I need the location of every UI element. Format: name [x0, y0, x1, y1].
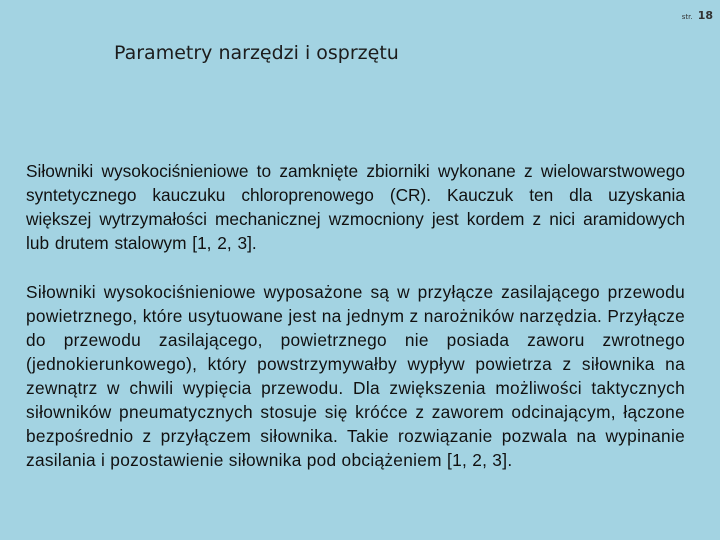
slide-title: Parametry narzędzi i osprzętu: [114, 42, 399, 64]
page-number-value: 18: [697, 9, 713, 22]
paragraph-1: Siłowniki wysokociśnieniowe to zamknięte zbiorniki wykonane z wielowarstwowego syntetycznego kauczuku chloroprenowego (CR). Kauczuk ten dla uzyskania większej wytrzymałości mechanicznej wzmocniony jest kordem z nici aramidowych lub drutem stalowym [1, 2, 3].: [26, 161, 685, 253]
page-number-prefix: str.: [681, 13, 693, 21]
page-number: [682, 4, 713, 23]
paragraph-2: Siłowniki wysokociśnieniowe wyposażone są w przyłącze zasilającego przewodu powietrznego, które usytuowane jest na jednym z narożników narzędzia. Przyłącze do przewodu zasilającego, powietrznego nie posiada zaworu zwrotnego (jednokierunkowego), który powstrzymywałby wypływ powietrza z siłownika na zewnątrz w chwili wypięcia przewodu. Dla zwiększenia możliwości taktycznych siłowników pneumatycznych stosuje się króćce z zaworem odcinającym, łączone bezpośrednio z przyłączem siłownika. Takie rozwiązanie pozwala na wypinanie zasilania i pozostawienie siłownika pod obciążeniem [1, 2, 3].: [26, 282, 685, 470]
